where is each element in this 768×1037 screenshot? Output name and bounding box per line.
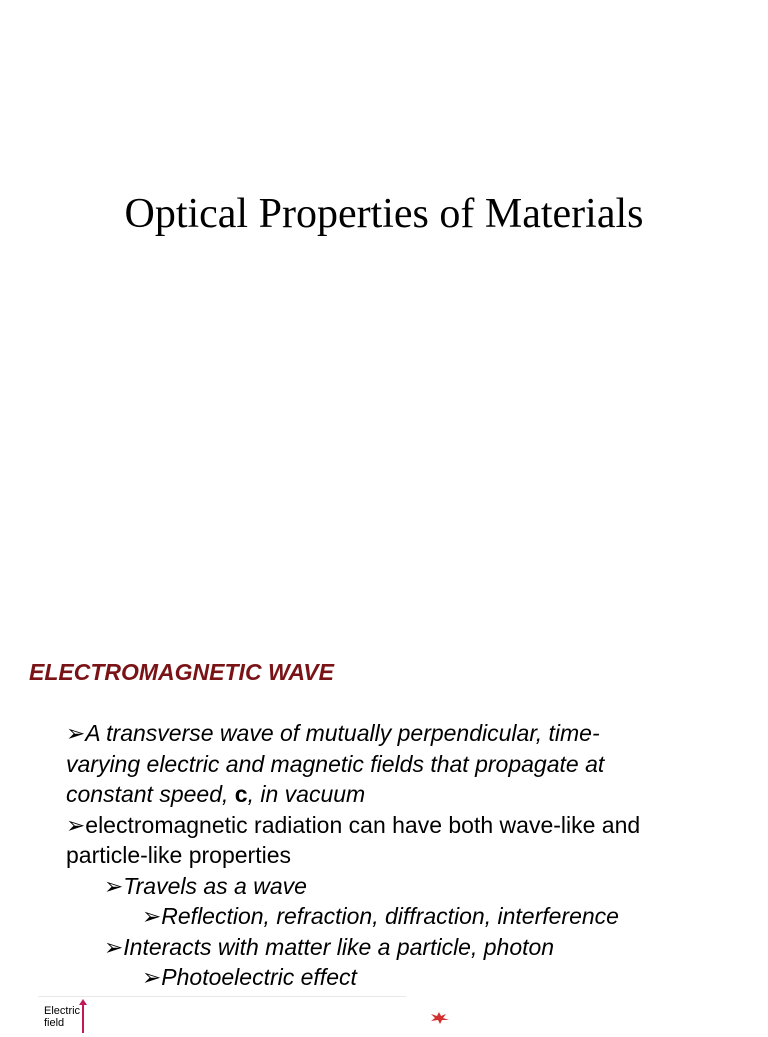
sub-bullet-line — [66, 871, 746, 902]
bullet-text: A transverse wave of mutually perpendicular, time- — [85, 720, 600, 746]
electric-field-axis — [82, 1003, 84, 1033]
bullet-line — [66, 779, 746, 810]
arrow-bullet-icon: ➢ — [142, 903, 162, 929]
bullet-text: Photoelectric effect — [161, 964, 357, 990]
bullet-line: varying electric and magnetic fields that propagate at — [66, 750, 605, 777]
section-heading: ELECTROMAGNETIC WAVE — [29, 659, 334, 685]
bullet-line — [66, 718, 746, 749]
arrow-bullet-icon: ➢ — [66, 720, 86, 746]
bullet-text: Reflection, refraction, diffraction, interference — [161, 903, 619, 929]
arrow-bullet-icon: ➢ — [104, 933, 124, 960]
figure-label-line: Electric — [44, 1005, 81, 1017]
arrow-bullet-icon: ➢ — [66, 811, 86, 838]
arrow-bullet-icon: ➢ — [142, 964, 162, 990]
bullet-list — [66, 718, 746, 993]
bullet-line — [66, 810, 746, 841]
arrow-bullet-icon: ➢ — [104, 872, 124, 899]
bullet-line: particle-like properties — [66, 842, 291, 868]
bullet-text: Travels as a wave — [123, 872, 307, 899]
sub-bullet-line — [66, 962, 746, 993]
speed-symbol: c — [234, 781, 248, 807]
slide-title: Optical Properties of Materials — [124, 191, 644, 237]
sub-bullet-line — [66, 901, 746, 932]
bullet-text: constant speed, — [66, 781, 235, 807]
figure-label-line: field — [44, 1017, 65, 1029]
starburst-icon — [428, 1012, 450, 1024]
bullet-text: electromagnetic radiation can have both wave-like and — [85, 811, 641, 838]
figure-label — [44, 1005, 80, 1029]
bullet-text: , in vacuum — [247, 781, 366, 807]
em-wave-figure — [38, 996, 406, 1037]
bullet-text: Interacts with matter like a particle, photon — [123, 933, 555, 960]
content-slide — [0, 620, 768, 1029]
sub-bullet-line — [66, 932, 746, 963]
